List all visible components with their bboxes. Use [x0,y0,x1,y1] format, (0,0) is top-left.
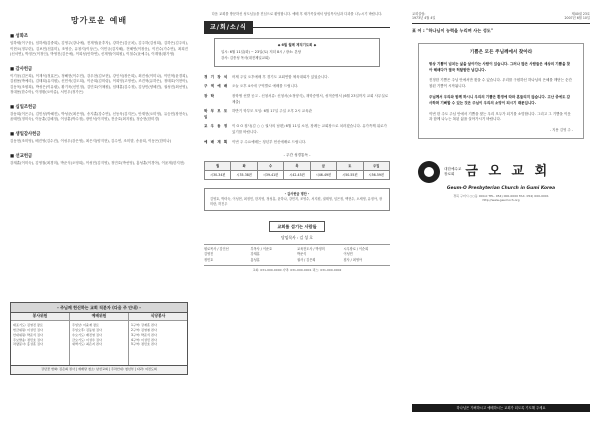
duty-column-heading: 식당봉사 [129,313,187,321]
address-line: 경북 구미시 ○○동 000-0 TEL. 054) 000-0000 FAX. 054) 000-0001 [453,193,549,198]
announcement-line: 강사: 김종성 목사(대전제일교회) [221,56,270,60]
website-link[interactable]: http://www.geumoch.org [482,198,520,203]
group-names: 김동현(조미영), 배진영(김수진), 이성우(강은영), 최은지(양지현), 김수연, 조미향, 송윤희, 이동은(한미나) [10,139,172,144]
duty-box [10,302,188,375]
news-item [204,140,390,146]
group-names: 이기웅(김은희), 이재석(정효은), 정해현(이수민), 강우찬(김보현), 강인석(장은희), 최진성(이미나), 이민혁(윤경희), 김원용(박예리), 김태희(유지원), 신민석(김도희), 이준희(김미령), 이희영(고영선), 조건혁(유하은), 정태호(이현아), 김동욱(조원희), 박성은(이유림), 황기욱(신민정), 김민호(이채원), 임태훈(김수정), 김상민(양혜진), 권성진(최선영), 정대용(한수아), 이정환(오아름), 서민우(정가은) [10,73,188,95]
news-label: 구 역 예 배 [204,84,229,89]
prayer-title: 기쁨은 모든 주님께에서 찾아라 [469,50,533,56]
duty-footer: 강단꽃 헌화: 김은희 권사 | 예배당 청소: 남선교회 | 주차안내: 청년부 | 다과: 여전도회 [11,365,187,374]
news-item [204,94,390,105]
news-item [204,124,390,135]
news-body: 장학생 선발 공고 - 신청서류: 신청서(소정양식), 재학증명서, 성적증명서 (6월 23일까지 교회 사무실로 제출) [232,93,389,104]
duty-line: 대표기도: 김영진 장로 [13,322,43,327]
group-names: 강동희(이은주), 김민성(박혜진), 박성준(최은영), 송지훈(강수연), 신동욱(김지은), 안재현(오미영), 유승민(장현숙), 윤태민(정미숙), 이동훈(김혜정), 이상훈(박수정), 장민석(이지영), 전준호(최지원), 정승현(한미경) [10,112,188,122]
news-body: 이 O O 집사(김 ○ ○ 권사의 남편) 6월 11일 소천, 장례는 교회장으로 치러졌습니다. 유가족께 위로가 있기를 바랍니다. [232,124,387,134]
duty-column-heading: 봉사위원 [11,313,69,321]
schedule-reading: 시30-34편 [205,170,231,179]
duty-column [11,313,70,365]
meta-right-2: 2007년 6월 10일 [564,16,590,21]
schedule-day: 금 [310,161,336,170]
staff-grid [204,244,390,266]
duty-column-body [11,321,69,365]
duty-line: 4구역: 이성민 권사 [131,337,157,342]
prayer-paragraph: 이번 한 주도 주님 안에서 기쁨을 찾는 우리 모두가 되기를 소망합니다. 그리고 그 기쁨을 이웃과 함께 나누는 복된 삶을 살아가시기 바랍니다. [429,111,571,122]
church-logo-icon [418,161,440,183]
duty-column-heading: 예배위원 [70,313,128,321]
news-item [204,84,390,90]
duty-column [129,313,187,365]
page-title: 망가로운 예배 [70,16,128,25]
denomination [444,167,461,177]
staff-entry: 정민호 [204,257,214,262]
duty-line: 주보발송: 정민호 집사 [13,337,43,342]
group-names: 강재훈(이미숙), 김영철(최경미), 박준식(오영희), 이성민(김지영), 정민호(박선영), 홍성훈(이경아), 이윤재(한지현) [10,161,185,166]
church-brand [418,161,584,183]
section-header [204,21,390,35]
staff-entry: 김영진 [204,252,214,257]
schedule-reading: 시46-49편 [310,170,336,179]
duty-column-body [129,321,187,365]
group-heading: ■ 감사헌금 [10,66,33,72]
schedule-day: 화 [231,161,257,170]
offering-group [10,34,188,58]
staff-entry: 원로목사 / 김인선 [204,246,229,251]
right-panel [412,12,590,412]
staff-pastor: 담임목사 : 김 성 호 [281,235,313,241]
schedule-day: 주일 [363,161,389,170]
staff-heading: 교회를 섬기는 사람들 [269,221,324,232]
prayer-box [418,43,584,139]
news-body: 오늘 오후 4시에 구역별로 예배를 드립니다. [232,84,299,89]
staff-entry: 시무장로 / 이순희 [343,246,369,251]
duty-line: 수요기도: 배진영 집사 [72,332,102,337]
church-motto: 표 어 : "하나님이 능력을 누리며 사는 성도" [412,27,493,33]
group-names: 임하세(이구웅), 임하세(김중희), 김영주(강나예), 전재영(윤추자), 강하은(김군치), 김주하(김성희), 김하은(김주의), 이현오(정무련), 김보민(천흥미), 조영순, 유창지(이상근), 이민규(김지혜), 전혜연(이장운), 이진수(가수연), 최희진(신서연), 박정은(이정인), 박영진(김은애), 이희성(안하연), 신재영(이희원), 이철수(윤예주), 이계형(황가영) [10,41,188,57]
group-heading: ■ 선교헌금 [10,153,33,159]
thanks-list: 김영호, 박미숙, 이성현, 최정민, 한지영, 정성훈, 윤하나, 강민지, 조영수, 서지원, 권태영, 임은정, 백현수, 오세영, 유정아, 장미란, 허진우 [210,196,383,206]
duty-line: 새벽기도: 최은지 권사 [72,342,102,347]
staff-entry: 박준식 [297,252,307,257]
thanks-heading: - 감사헌금 명단 - [284,191,310,196]
news-body: 하반기 학부모 모임: 6월 17일 주일 오후 2시 교육관 [232,109,312,114]
duty-line: 금요기도: 이성우 집사 [72,337,102,342]
schedule-reading: 시35-38편 [231,170,257,179]
schedule-table [204,161,390,180]
news-body: 이번 주 수요예배는 청년부 헌신예배로 드립니다. [232,139,307,144]
prayer-paragraph: 항상 기쁨이 넘치는 삶을 살아가는 사람이 있습니다. 그러나 많은 사람들은 세상의 기쁨을 찾아 헤매다가 결국 허탈함만 남깁니다. [429,61,571,72]
meta-left-2: 1973년 4월 4일 [412,16,436,21]
announcement-line: 일시: 6월 11일(화) ~ 23일(토) 저녁 8시 / 장소: 본당 [221,50,302,55]
group-heading: ■ 성화조 [10,34,29,39]
group-heading: ■ 십일조헌금 [10,104,37,110]
section-title: 교/회/소/식 [204,21,253,35]
thanks-box [204,188,390,211]
schedule-day: 토 [337,161,363,170]
duty-line: 안내위원: 박준식 집사 [13,332,43,337]
meta-left-1: 교회설립: [412,12,426,16]
staff-entry: 권사 / 김은희 [297,257,316,262]
staff-entry: 홍성훈 [250,257,260,262]
duty-title: - 주님께 헌신하는 교회 직분자 (다음 주 안내) - [11,303,187,313]
church-english-name: Geum-O Presbyterian Church in Gumi Korea [446,186,556,192]
news-item [204,109,390,120]
duty-line: 3구역: 박준식 권사 [131,332,157,337]
schedule-title: - 주간 성경통독 - [283,153,311,158]
offering-group [10,154,188,167]
schedule-reading: 시56-59편 [363,170,389,179]
news-label: 예 배 계 획 [204,139,229,144]
schedule-reading: 시42-45편 [284,170,310,179]
news-label: 교 우 동 정 [204,124,229,129]
bulletin-meta [412,12,590,24]
duty-line: 헌금위원: 이성민 집사 [13,327,43,332]
news-label: 장 학 [204,93,215,98]
news-label: 학 부 모 모 임 [204,109,229,119]
prayer-paragraph: 진정한 기쁨은 주님 안에서만 찾을 수 있습니다. 우리를 구원하신 하나님의 은혜를 깨닫는 순간 참된 기쁨이 시작됩니다. [429,78,572,89]
staff-entry: 교육전도사 / 박정미 [297,246,325,251]
prayer-signature: - 지용 김영 주 - [549,128,573,133]
staff-entry: 집사 / 최영아 [343,257,362,262]
denomination-line: 대한예수교 [444,167,462,172]
denomination-line: 장로회 [444,172,455,177]
welcome-notice: 다음 교회를 방문하신 성도님들을 진심으로 환영합니다. 예배 후 새가족실에서 담임목사님과 다과를 나누시기 바랍니다. [211,12,383,16]
announcement-box [214,38,380,66]
duty-line: 2구역: 김영철 권사 [131,327,157,332]
announcement-headline: ◆ 6월 월례 제직기도회 ◆ [277,43,317,48]
church-name: 금 오 교 회 [465,164,551,180]
prayer-paragraph: 주님께서 우리와 함께 하시니 우리의 기쁨은 환경에 따라 흔들리지 않습니다. 고난 중에도 감사하며 기뻐할 수 있는 것은 주님이 우리의 소망이 되시기 때문입니다. [429,95,571,105]
offering-group [10,105,188,123]
meta-right-1: 제40권 23호 [571,12,590,16]
duty-line: 차량봉사: 홍성훈 집사 [13,342,43,347]
staff-entry: 이성민 [343,252,353,257]
duty-line: 주일낮: 이윤재 장로 [72,322,99,327]
schedule-day: 수 [257,161,283,170]
staff-entry: 강재훈 [250,252,260,257]
duty-line: 5구역: 정민호 권사 [131,342,157,347]
duty-column-body [70,321,128,365]
news-body: 어제 주일 오후예배 후 경기도 교회연합 체육대회가 있었습니다. [232,74,329,79]
offering-group [10,67,188,96]
news-label: 경 기 장 석 [204,74,229,79]
news-item [204,75,390,81]
footer-bar: 하나님은 기뻐하시고 예배하시는 교회가 되도록 기도해 주세요 [412,404,590,412]
middle-panel [204,12,390,412]
duty-line: 주일오후: 김동현 집사 [72,327,102,332]
header-rule [253,27,390,28]
schedule-reading: 시50-55편 [337,170,363,179]
staff-entry: 부목사 / 이준호 [250,246,273,251]
schedule-day: 월 [205,161,231,170]
schedule-reading: 시39-41편 [257,170,283,179]
staff-header [204,221,390,232]
group-heading: ■ 생일감사헌금 [10,131,41,137]
duty-column [70,313,129,365]
left-panel [10,12,188,412]
church-address [412,194,590,203]
offering-group [10,132,188,145]
contact-line: 교회: 031-000-0000 사택: 031-000-0001 팩스: 031-000-0002 [252,268,342,273]
duty-line: 1구역: 강재훈 권사 [131,322,157,327]
schedule-day: 목 [284,161,310,170]
